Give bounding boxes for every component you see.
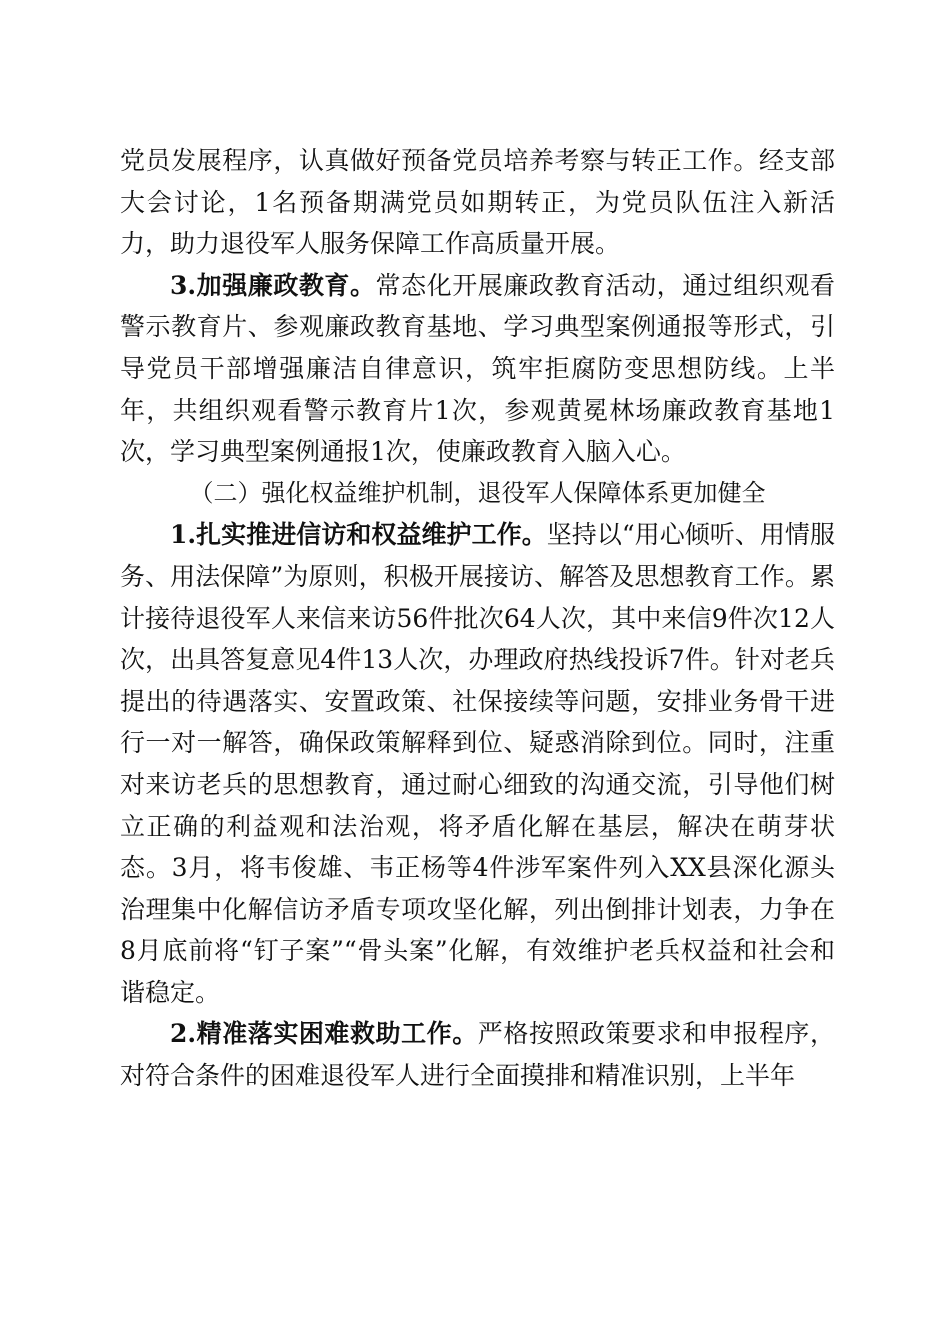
paragraph-hardship-relief (120, 1013, 835, 1096)
paragraph-party-member-development (120, 140, 835, 265)
paragraph-text: 常态化开展廉政教育活动，通过组织观看警示教育片、参观廉政教育基地、学习典型案例通报等形式，引导党员干部增强廉洁自律意识，筑牢拒腐防变思想防线。上半年，共组织观看警示教育片1次，参观黄冕林场廉政教育基地1次，学习典型案例通报1次，使廉政教育入脑入心。 (120, 270, 835, 467)
paragraph-lead-heading: 3.加强廉政教育。 (170, 270, 376, 300)
paragraph-text: 严格按照政策要求和申报程序，对符合条件的困难退役军人进行全面摸排和精准识别，上半年 (120, 1019, 835, 1091)
paragraph-lead-heading: 2.精准落实困难救助工作。 (170, 1019, 478, 1049)
paragraph-lead-heading: 1.扎实推进信访和权益维护工作。 (170, 520, 547, 550)
paragraph-text: 坚持以“用心倾听、用情服务、用法保障”为原则，积极开展接访、解答及思想教育工作。累计接待退役军人来信来访56件批次64人次，其中来信9件次12人次，出具答复意见4件13人次，办理政府热线投诉7件。针对老兵提出的待遇落实、安置政策、社保接续等问题，安排业务骨干进行一对一解答，确保政策解释到位、疑惑消除到位。同时，注重对来访老兵的思想教育，通过耐心细致的沟通交流，引导他们树立正确的利益观和法治观，将矛盾化解在基层，解决在萌芽状态。3月，将韦俊雄、韦正杨等4件涉军案件列入XX县深化源头治理集中化解信访矛盾专项攻坚化解，列出倒排计划表，力争在8月底前将“钉子案”“骨头案”化解，有效维护老兵权益和社会和谐稳定。 (120, 520, 835, 1007)
paragraph-text: 党员发展程序，认真做好预备党员培养考察与转正工作。经支部大会讨论，1名预备期满党员如期转正，为党员队伍注入新活力，助力退役军人服务保障工作高质量开展。 (120, 146, 835, 259)
paragraph-integrity-education (120, 265, 835, 473)
paragraph-petition-rights (120, 514, 835, 1013)
section-heading: （二）强化权益维护机制，退役军人保障体系更加健全 (189, 478, 766, 507)
document-body (120, 140, 835, 1097)
